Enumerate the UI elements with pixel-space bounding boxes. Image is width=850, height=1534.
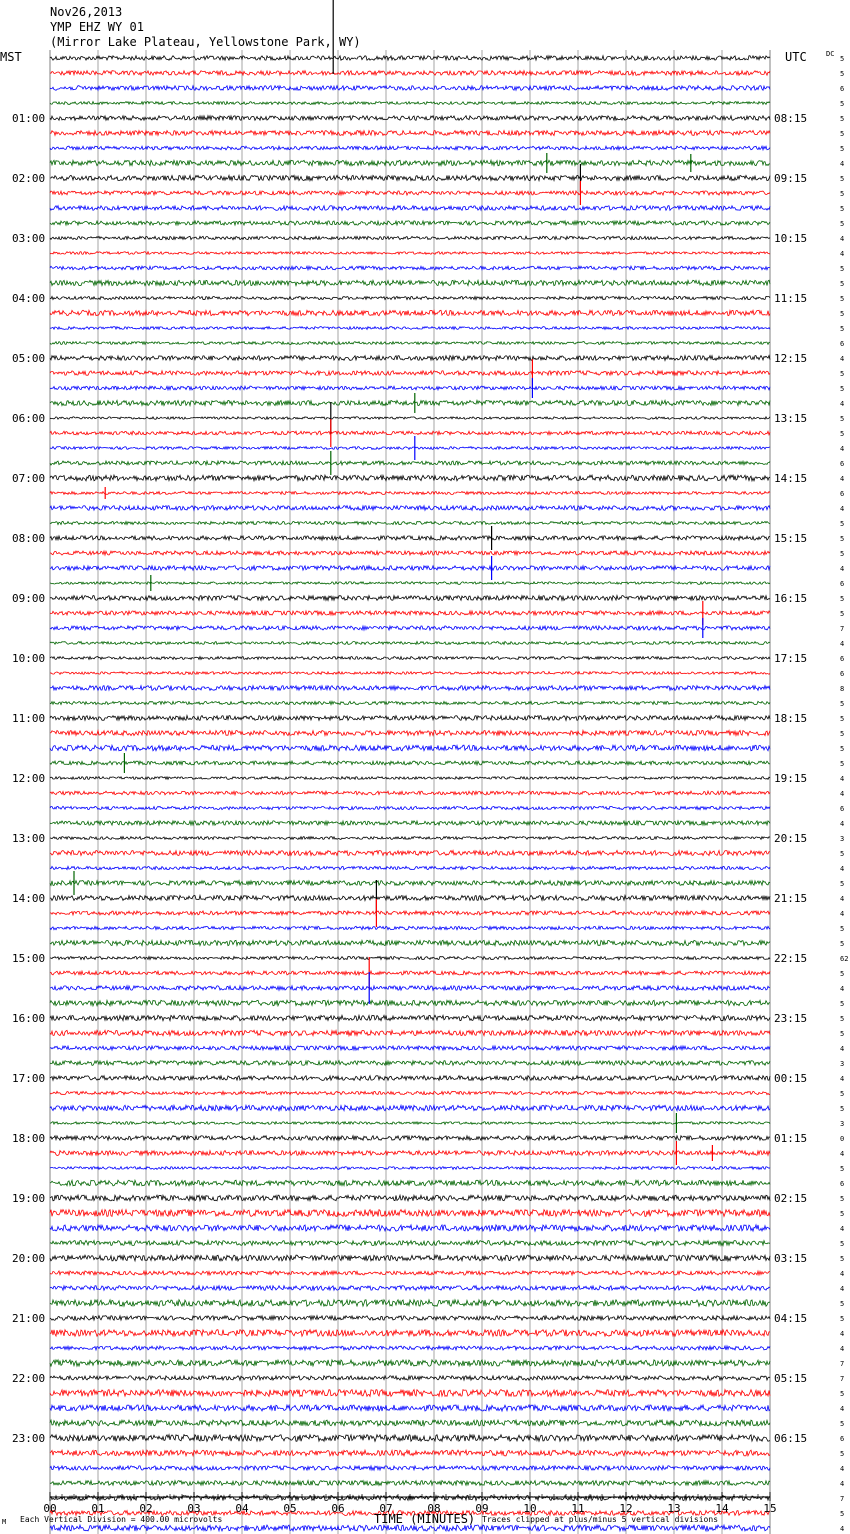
utc-hour-label: 16:15: [774, 592, 808, 605]
x-tick-label: 08: [427, 1502, 441, 1515]
seismic-trace: [50, 400, 770, 405]
dc-offset-label: 4: [840, 445, 845, 453]
trace-group: [50, 0, 770, 1534]
dc-offset-label: 7: [840, 1495, 845, 1503]
dc-offset-label: 5: [840, 385, 845, 393]
dc-offset-label: 5: [840, 1315, 845, 1323]
seismic-trace: [50, 957, 770, 960]
seismic-trace: [50, 296, 770, 299]
seismic-trace: [50, 386, 770, 390]
dc-offset-label: 4: [840, 355, 845, 363]
seismic-trace: [50, 1316, 770, 1320]
mst-hour-label: 08:00: [12, 532, 46, 545]
seismic-trace: [50, 1030, 770, 1035]
dc-offset-label: 5: [840, 55, 845, 63]
dc-offset-label: 5: [840, 1000, 845, 1008]
seismic-trace: [50, 221, 770, 225]
dc-offset-label: 5: [840, 880, 845, 888]
mst-hour-label: 14:00: [12, 892, 46, 905]
seismic-trace: [50, 657, 770, 660]
seismic-trace: [50, 1167, 770, 1170]
seismic-trace: [50, 371, 770, 376]
dc-offset-label: 4: [840, 790, 845, 798]
dc-offset-label: 8: [840, 685, 845, 693]
dc-offset-label: 5: [840, 1300, 845, 1308]
dc-offset-label: 5: [840, 970, 845, 978]
seismic-trace: [50, 252, 770, 255]
x-axis-label: TIME (MINUTES): [374, 1512, 476, 1526]
dc-offset-label: 5: [840, 430, 845, 438]
seismic-trace: [50, 1015, 770, 1020]
dc-offset-label: 6: [840, 1180, 845, 1188]
dc-offset-label: 4: [840, 1405, 845, 1413]
x-tick-label: 07: [379, 1502, 393, 1515]
dc-offset-label: 4: [840, 1045, 845, 1053]
mst-hour-label: 12:00: [12, 772, 46, 785]
dc-offset-label: 6: [840, 340, 845, 348]
seismic-trace: [50, 71, 770, 76]
x-tick-label: 10: [523, 1502, 537, 1515]
dc-offset-label: 6: [840, 670, 845, 678]
dc-offset-label: 5: [840, 550, 845, 558]
utc-hour-label: 10:15: [774, 232, 808, 245]
dc-offset-label: 4: [840, 1225, 845, 1233]
seismic-trace: [50, 536, 770, 540]
dc-offset-label: 6: [840, 85, 845, 93]
dc-offset-label: 5: [840, 130, 845, 138]
mst-hour-label: 13:00: [12, 832, 46, 845]
time-labels: [12, 55, 848, 1534]
corner-mark: M: [2, 1518, 7, 1526]
mst-hour-label: 06:00: [12, 412, 46, 425]
dc-offset-label: 5: [840, 925, 845, 933]
utc-hour-label: 02:15: [774, 1192, 808, 1205]
seismic-trace: [50, 1210, 770, 1217]
utc-hour-label: 22:15: [774, 952, 808, 965]
seismic-trace: [50, 521, 770, 524]
seismic-trace: [50, 1435, 770, 1442]
mst-hour-label: 20:00: [12, 1252, 46, 1265]
utc-hour-label: 23:15: [774, 1012, 808, 1025]
seismic-trace: [50, 881, 770, 886]
mst-hour-label: 18:00: [12, 1132, 46, 1145]
mst-hour-label: 09:00: [12, 592, 46, 605]
seismic-trace: [50, 596, 770, 601]
dc-offset-label: 5: [840, 265, 845, 273]
utc-hour-label: 05:15: [774, 1372, 808, 1385]
utc-hour-label: 03:15: [774, 1252, 808, 1265]
seismic-trace: [50, 1061, 770, 1066]
x-tick-label: 15: [763, 1502, 777, 1515]
dc-offset-label: 4: [840, 1150, 845, 1158]
seismic-trace: [50, 791, 770, 795]
dc-offset-label: 4: [840, 1270, 845, 1278]
dc-offset-label: 3: [840, 1060, 845, 1068]
seismic-trace: [50, 131, 770, 136]
seismic-trace: [50, 1346, 770, 1350]
utc-hour-label: 13:15: [774, 412, 808, 425]
utc-hour-label: 09:15: [774, 172, 808, 185]
dc-offset-label: 4: [840, 1345, 845, 1353]
seismic-trace: [50, 866, 770, 869]
seismic-trace: [50, 327, 770, 330]
dc-offset-label: 5: [840, 145, 845, 153]
utc-hour-label: 00:15: [774, 1072, 808, 1085]
mst-hour-label: 21:00: [12, 1312, 46, 1325]
x-tick-label: 06: [331, 1502, 345, 1515]
seismic-trace: [50, 551, 770, 555]
dc-label: DC: [826, 50, 835, 58]
seismic-trace: [50, 686, 770, 691]
dc-offset-label: 4: [840, 985, 845, 993]
seismic-trace: [50, 102, 770, 105]
seismic-trace: [50, 1450, 770, 1456]
dc-offset-label: 7: [840, 1375, 845, 1383]
seismic-trace: [50, 642, 770, 645]
seismic-trace: [50, 761, 770, 765]
seismic-trace: [50, 266, 770, 270]
seismic-trace: [50, 1420, 770, 1426]
dc-offset-label: 5: [840, 220, 845, 228]
seismic-trace: [50, 1195, 770, 1201]
dc-offset-label: 4: [840, 775, 845, 783]
x-tick-label: 05: [283, 1502, 297, 1515]
dc-offset-label: 4: [840, 400, 845, 408]
dc-offset-label: 5: [840, 1030, 845, 1038]
seismic-trace: [50, 1136, 770, 1141]
mst-hour-label: 22:00: [12, 1372, 46, 1385]
utc-hour-label: 14:15: [774, 472, 808, 485]
dc-offset-label: 4: [840, 475, 845, 483]
dc-offset-label: 7: [840, 1360, 845, 1368]
dc-offset-label: 5: [840, 280, 845, 288]
dc-offset-label: 5: [840, 1015, 845, 1023]
seismic-trace: [50, 806, 770, 809]
seismic-trace: [50, 1076, 770, 1081]
footer-clip-note: Traces clipped at plus/minus 5 vertical divisions: [482, 1515, 719, 1524]
dc-offset-label: 4: [840, 910, 845, 918]
footer-scale-note: Each Vertical Division = 400.00 microvolts: [20, 1515, 223, 1524]
utc-hour-label: 15:15: [774, 532, 808, 545]
seismic-trace: [50, 206, 770, 211]
dc-offset-label: 5: [840, 1420, 845, 1428]
dc-offset-label: 4: [840, 820, 845, 828]
dc-offset-label: 4: [840, 505, 845, 513]
dc-offset-label: 5: [840, 1105, 845, 1113]
seismic-trace: [50, 1405, 770, 1411]
dc-offset-label: 5: [840, 1195, 845, 1203]
dc-offset-label: 4: [840, 250, 845, 258]
dc-offset-label: 5: [840, 715, 845, 723]
dc-offset-label: 4: [840, 1075, 845, 1083]
x-tick-label: 04: [235, 1502, 249, 1515]
mst-hour-label: 23:00: [12, 1432, 46, 1445]
seismic-trace: [50, 911, 770, 915]
dc-offset-label: 7: [840, 625, 845, 633]
seismic-trace: [50, 1091, 770, 1094]
mst-hour-label: 17:00: [12, 1072, 46, 1085]
dc-offset-label: 5: [840, 100, 845, 108]
dc-offset-label: 4: [840, 865, 845, 873]
utc-hour-label: 06:15: [774, 1432, 808, 1445]
dc-offset-label: 5: [840, 940, 845, 948]
seismic-trace: [50, 1225, 770, 1231]
dc-offset-label: 5: [840, 205, 845, 213]
dc-offset-label: 5: [840, 370, 845, 378]
mst-hour-label: 03:00: [12, 232, 46, 245]
dc-offset-label: 5: [840, 1240, 845, 1248]
dc-offset-label: 5: [840, 310, 845, 318]
seismic-trace: [50, 1105, 770, 1110]
seismic-trace: [50, 356, 770, 361]
header-location: (Mirror Lake Plateau, Yellowstone Park, WY): [50, 35, 361, 49]
seismic-trace: [50, 971, 770, 975]
seismic-trace: [50, 777, 770, 780]
mst-hour-label: 05:00: [12, 352, 46, 365]
seismic-trace: [50, 1330, 770, 1337]
dc-offset-label: 3: [840, 1120, 845, 1128]
seismic-trace: [50, 1046, 770, 1050]
dc-offset-label: 5: [840, 1450, 845, 1458]
seismic-trace: [50, 280, 770, 285]
utc-hour-label: 21:15: [774, 892, 808, 905]
dc-offset-label: 4: [840, 235, 845, 243]
seismic-trace: [50, 851, 770, 856]
seismic-trace: [50, 626, 770, 630]
seismic-trace: [50, 506, 770, 511]
dc-offset-label: 6: [840, 490, 845, 498]
x-tick-label: 02: [139, 1502, 153, 1515]
dc-offset-label: 4: [840, 1330, 845, 1338]
seismic-trace: [50, 417, 770, 419]
dc-offset-label: 4: [840, 1285, 845, 1293]
seismic-trace: [50, 716, 770, 721]
x-tick-label: 13: [667, 1502, 681, 1515]
dc-offset-label: 0: [840, 1135, 845, 1143]
seismic-trace: [50, 821, 770, 825]
dc-offset-label: 5: [840, 1165, 845, 1173]
seismic-trace: [50, 56, 770, 60]
header-date: Nov26,2013: [50, 5, 123, 19]
utc-hour-label: 20:15: [774, 832, 808, 845]
dc-offset-label: 5: [840, 295, 845, 303]
seismic-trace: [50, 146, 770, 150]
seismic-trace: [50, 1000, 770, 1006]
dc-offset-label: 5: [840, 520, 845, 528]
dc-offset-label: 4: [840, 895, 845, 903]
seismic-trace: [50, 1241, 770, 1246]
seismic-trace: [50, 731, 770, 736]
dc-offset-label: 5: [840, 1255, 845, 1263]
seismic-trace: [50, 1466, 770, 1470]
dc-offset-label: 5: [840, 415, 845, 423]
utc-hour-label: 17:15: [774, 652, 808, 665]
seismic-trace: [50, 701, 770, 704]
dc-offset-label: 5: [840, 760, 845, 768]
dc-offset-label: 5: [840, 1390, 845, 1398]
seismic-trace: [50, 461, 770, 465]
seismic-trace: [50, 475, 770, 481]
dc-offset-label: 6: [840, 655, 845, 663]
seismic-trace: [50, 1286, 770, 1291]
utc-hour-label: 08:15: [774, 112, 808, 125]
x-tick-label: 01: [91, 1502, 105, 1515]
mst-hour-label: 01:00: [12, 112, 46, 125]
dc-offset-label: 4: [840, 565, 845, 573]
dc-offset-label: 4: [840, 1465, 845, 1473]
x-tick-label: 00: [43, 1502, 57, 1515]
seismic-trace: [50, 745, 770, 751]
seismic-trace: [50, 940, 770, 945]
dc-offset-label: 5: [840, 745, 845, 753]
x-tick-label: 14: [715, 1502, 729, 1515]
seismic-trace: [50, 1255, 770, 1261]
seismic-trace: [50, 116, 770, 121]
mst-hour-label: 16:00: [12, 1012, 46, 1025]
dc-offset-label: 3: [840, 835, 845, 843]
seismic-trace: [50, 611, 770, 615]
utc-hour-label: 11:15: [774, 292, 808, 305]
dc-offset-label: 4: [840, 1525, 845, 1533]
dc-offset-label: 5: [840, 610, 845, 618]
header-station: YMP EHZ WY 01: [50, 20, 144, 34]
seismic-trace: [50, 86, 770, 91]
seismic-trace: [50, 837, 770, 840]
x-tick-label: 09: [475, 1502, 489, 1515]
dc-offset-label: 5: [840, 1090, 845, 1098]
utc-hour-label: 19:15: [774, 772, 808, 785]
dc-offset-label: 5: [840, 850, 845, 858]
mst-hour-label: 11:00: [12, 712, 46, 725]
seismic-trace: [50, 342, 770, 345]
dc-offset-label: 5: [840, 175, 845, 183]
mst-hour-label: 19:00: [12, 1192, 46, 1205]
mst-axis-label: MST: [0, 50, 22, 64]
seismic-trace: [50, 431, 770, 435]
seismic-trace: [50, 1376, 770, 1380]
seismic-trace: [50, 447, 770, 450]
dc-offset-label: 5: [840, 700, 845, 708]
dc-offset-label: 5: [840, 730, 845, 738]
seismic-trace: [50, 672, 770, 675]
dc-offset-label: 5: [840, 115, 845, 123]
dc-offset-label: 5: [840, 595, 845, 603]
dc-offset-label: 5: [840, 325, 845, 333]
seismic-trace: [50, 175, 770, 180]
utc-hour-label: 01:15: [774, 1132, 808, 1145]
utc-hour-label: 04:15: [774, 1312, 808, 1325]
utc-axis-label: UTC: [785, 50, 807, 64]
seismic-trace: [50, 1151, 770, 1156]
mst-hour-label: 04:00: [12, 292, 46, 305]
x-tick-label: 12: [619, 1502, 633, 1515]
seismic-trace: [50, 310, 770, 315]
dc-offset-label: 5: [840, 535, 845, 543]
dc-offset-label: 6: [840, 580, 845, 588]
seismic-trace: [50, 1122, 770, 1125]
dc-offset-label: 62: [840, 955, 849, 963]
mst-hour-label: 15:00: [12, 952, 46, 965]
dc-offset-label: 5: [840, 70, 845, 78]
seismic-trace: [50, 191, 770, 195]
dc-offset-label: 5: [840, 1510, 845, 1518]
dc-offset-label: 4: [840, 1480, 845, 1488]
seismic-trace: [50, 896, 770, 901]
mst-hour-label: 10:00: [12, 652, 46, 665]
seismic-trace: [50, 236, 770, 239]
utc-hour-label: 18:15: [774, 712, 808, 725]
seismic-trace: [50, 1300, 770, 1306]
seismic-trace: [50, 492, 770, 495]
mst-hour-label: 02:00: [12, 172, 46, 185]
dc-offset-label: 4: [840, 640, 845, 648]
seismic-trace: [50, 566, 770, 571]
seismic-trace: [50, 1481, 770, 1486]
seismic-trace: [50, 1271, 770, 1275]
dc-offset-label: 6: [840, 460, 845, 468]
dc-offset-label: 5: [840, 190, 845, 198]
x-tick-label: 03: [187, 1502, 201, 1515]
seismic-trace: [50, 986, 770, 990]
dc-offset-label: 5: [840, 1210, 845, 1218]
seismic-trace: [50, 582, 770, 585]
utc-hour-label: 12:15: [774, 352, 808, 365]
dc-offset-label: 6: [840, 1435, 845, 1443]
x-tick-label: 11: [571, 1502, 585, 1515]
seismic-trace: [50, 926, 770, 929]
dc-offset-label: 6: [840, 805, 845, 813]
mst-hour-label: 07:00: [12, 472, 46, 485]
seismic-trace: [50, 1180, 770, 1186]
seismic-trace: [50, 160, 770, 165]
dc-offset-label: 4: [840, 160, 845, 168]
seismic-trace: [50, 1360, 770, 1366]
seismic-trace: [50, 1390, 770, 1397]
